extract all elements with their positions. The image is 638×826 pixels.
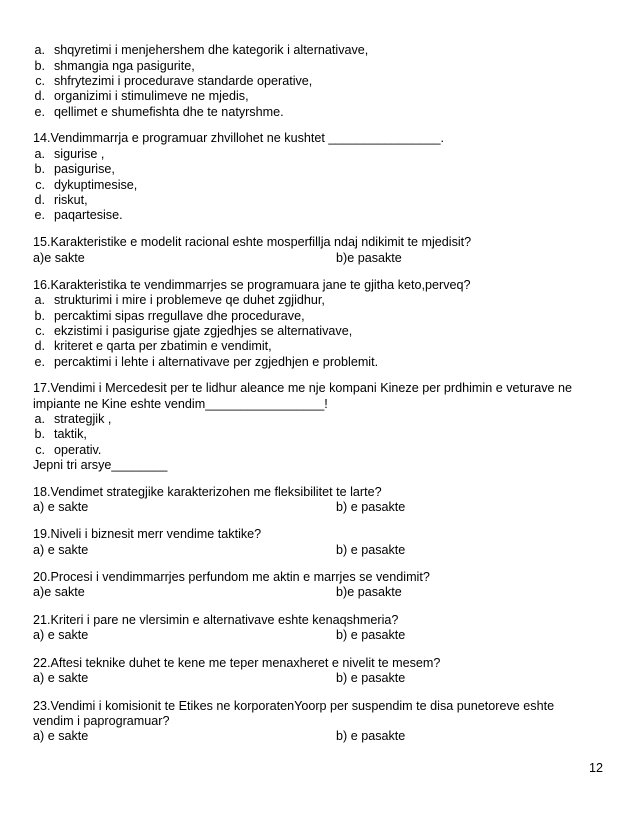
list-item: e. qellimet e shumefishta dhe te natyrshme. <box>34 105 284 119</box>
list-item: a. strategjik , <box>34 412 112 426</box>
answer-false: b)e pasakte <box>336 585 402 599</box>
question-17: 17.Vendimi i Mercedesit per te lidhur aleance me nje kompani Kineze per prdhimin e veturave ne <box>33 381 573 395</box>
list-item: d. riskut, <box>34 193 88 207</box>
answer-true: a) e sakte <box>33 729 89 743</box>
list-item: c. ekzistimi i pasigurise gjate zgjedhjes se alternativave, <box>35 324 353 338</box>
list-item: e. paqartesise. <box>34 208 123 222</box>
question-14: 14.Vendimmarrja e programuar zhvillohet ne kushtet ________________. <box>33 131 444 145</box>
list-item: c. dykuptimesise, <box>35 178 138 192</box>
question-17-cont: impiante ne Kine eshte vendim_________________! <box>33 397 328 411</box>
question-18: 18.Vendimet strategjike karakterizohen me fleksibilitet te larte? <box>33 485 382 499</box>
question-20: 20.Procesi i vendimmarrjes perfundom me aktin e marrjes se vendimit? <box>33 570 430 584</box>
answer-row <box>33 585 402 599</box>
question-16: 16.Karakteristika te vendimmarrjes se programuara jane te gjitha keto,perveq? <box>33 278 471 292</box>
list-item: b. shmangia nga pasigurite, <box>34 59 195 73</box>
list-item: b. percaktimi sipas rregullave dhe procedurave, <box>34 309 305 323</box>
question-21: 21.Kriteri i pare ne vlersimin e alternativave eshte kenaqshmeria? <box>33 613 399 627</box>
list-item: b. taktik, <box>34 427 87 441</box>
answer-false: b) e pasakte <box>336 671 406 685</box>
answer-row <box>33 729 406 743</box>
question-15: 15.Karakteristike e modelit racional eshte mosperfillja ndaj ndikimit te mjedisit? <box>33 235 472 249</box>
question-22: 22.Aftesi teknike duhet te kene me teper menaxheret e nivelit te mesem? <box>33 656 441 670</box>
question-23-cont: vendim i paprogramuar? <box>33 714 170 728</box>
answer-false: b) e pasakte <box>336 729 406 743</box>
list-item: c. shfrytezimi i procedurave standarde operative, <box>35 74 313 88</box>
answer-row <box>33 628 406 642</box>
answer-false: b) e pasakte <box>336 628 406 642</box>
answer-false: b) e pasakte <box>336 543 406 557</box>
question-23: 23.Vendimi i komisionit te Etikes ne korporatenYoorp per suspendim te disa punetoreve eshte <box>33 699 555 713</box>
list-item: a. shqyretimi i menjehershem dhe kategorik i alternativave, <box>34 43 369 57</box>
reasons-prompt: Jepni tri arsye________ <box>33 458 168 472</box>
answer-true: a) e sakte <box>33 671 89 685</box>
list-item: d. kriteret e qarta per zbatimin e vendimit, <box>34 339 272 353</box>
answer-false: b) e pasakte <box>336 500 406 514</box>
list-item: c. operativ. <box>35 443 102 457</box>
answer-row <box>33 543 406 557</box>
answer-true: a) e sakte <box>33 628 89 642</box>
answer-true: a)e sakte <box>33 251 85 265</box>
page-number: 12 <box>588 761 603 775</box>
answer-true: a) e sakte <box>33 543 89 557</box>
answer-true: a)e sakte <box>33 585 85 599</box>
list-item: e. percaktimi i lehte i alternativave per zgjedhjen e problemit. <box>34 355 379 369</box>
list-item: a. strukturimi i mire i problemeve qe duhet zgjidhur, <box>34 293 325 307</box>
list-item: a. sigurise , <box>34 147 105 161</box>
answer-row <box>33 500 406 514</box>
answer-false: b)e pasakte <box>336 251 402 265</box>
answer-row <box>33 251 402 265</box>
answer-row <box>33 671 406 685</box>
list-item: d. organizimi i stimulimeve ne mjedis, <box>34 89 249 103</box>
question-19: 19.Niveli i biznesit merr vendime taktike? <box>33 527 262 541</box>
answer-true: a) e sakte <box>33 500 89 514</box>
list-item: b. pasigurise, <box>34 162 115 176</box>
